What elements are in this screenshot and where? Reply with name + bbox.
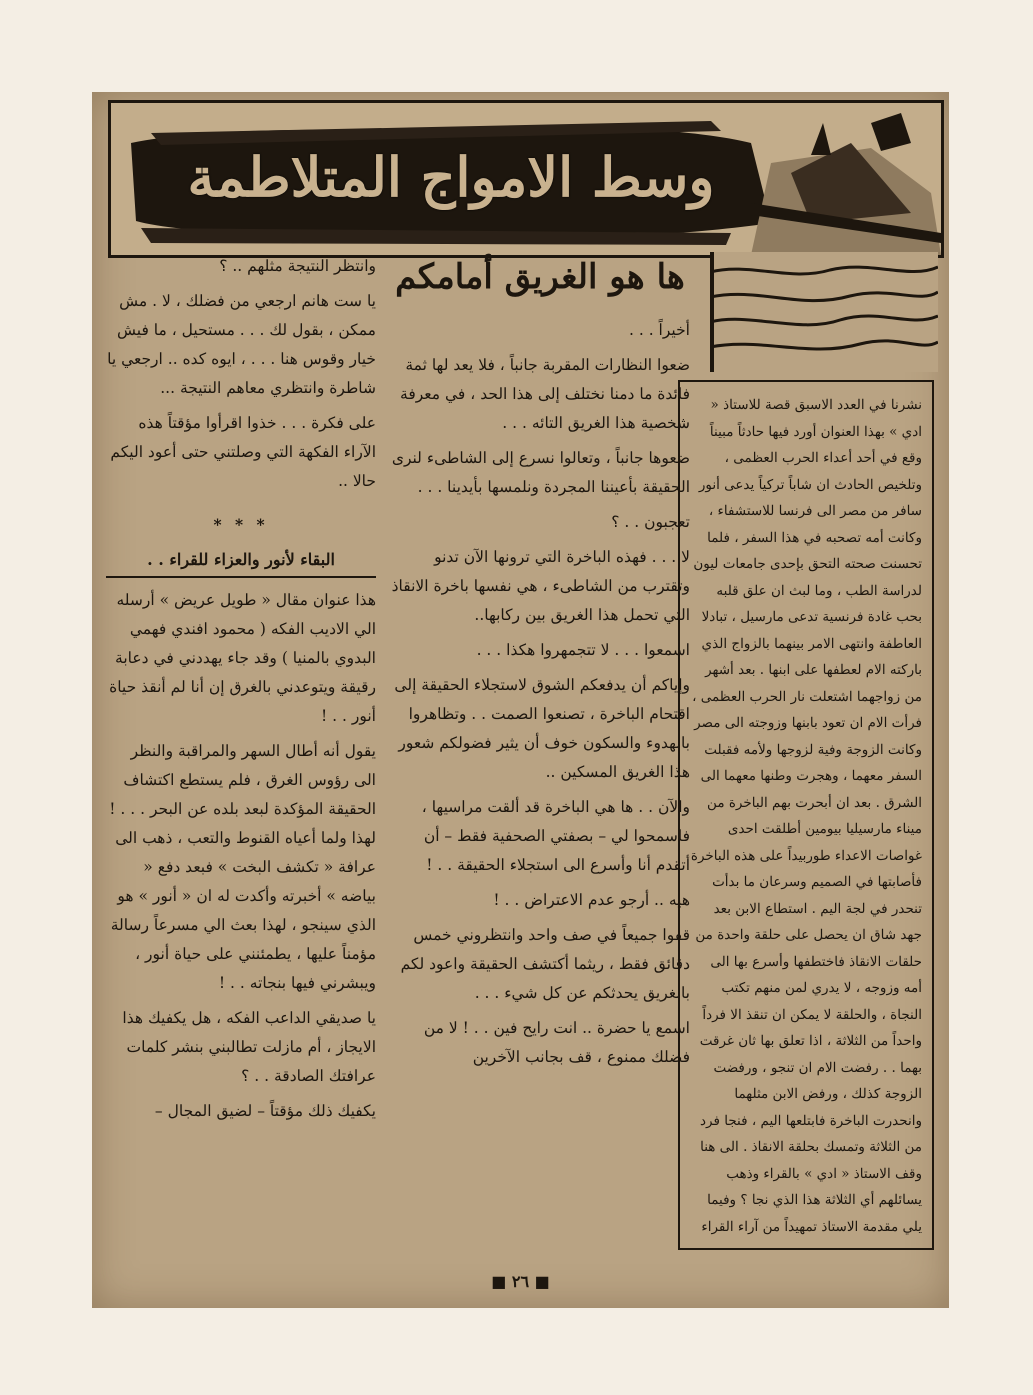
- summary-text: نشرنا في العدد الاسبق قصة للاستاذ « ادي » بهذا العنوان أورد فيها حادثاً مبيناً وقع في أحد أعداء الحرب العظمى ، وتلخيص الحادث ان شاباً تركياً يدعى أنور سافر من مصر الى فرنسا للاستشفاء ، وكانت أمه تصحبه في هذا السفر ، فلما تحسنت صحته التحق بإحدى جامعات ليون لدراسة الطب ، وما لبث ان علق قلبه بحب غادة فرنسية تدعى مارسيل ، تبادلا العاطفة وانتهى الامر بينهما بالزواج الذي باركته الام لعطفها على ابنها . بعد أشهر من زواجهما اشتعلت نار الحرب العظمى ، فرأت الام ان تعود بابنها وزوجته الى مصر وكانت الزوجة وفية لزوجها ولأمه فقبلت السفر معهما ، وهجرت وطنها معهما الى الشرق . بعد ان أبحرت بهم الباخرة من ميناء مارسيليا بيومين أطلقت احدى غواصات الاعداء طوربيداً على هذه الباخرة فأصابتها في الصميم وسرعان ما بدأت تنحدر في لجة اليم . استطاع الابن بعد جهد شاق ان يحصل على حلقة واحدة من حلقات الانقاذ فاختطفها وأسرع بها الى أمه وزوجه ، لا يدري لمن منهم تكتب النجاة ، والحلقة لا يمكن ان تنقذ الا فرداً واحداً من الثلاثة ، اذا تعلق بها ثان غرقت بهما . . رفضت الام ان تنجو ، ورفضت الزوجة كذلك ، ورفض الابن مثلهما وانحدرت الباخرة فابتلعها اليم ، فنجا فرد من الثلاثة وتمسك بحلقة الانقاذ . الى هنا وقف الاستاذ « ادي » بالقراء وذهب يسائلهم أي الثلاثة هذا الذي نجا ؟ وفيما يلي مقدمة الاستاذ تمهيداً من آراء القراء: [690, 397, 922, 1235]
- left-paragraph: هذا عنوان مقال « طويل عريض » أرسله الي الاديب الفكه ( محمود افندي فهمي البدوي بالمنيا ) وقد جاء يهددني في دعابة رقيقة ويتوعدني بالغرق إن أنا لم أنقذ حياة أنور . . !: [109, 591, 376, 725]
- sea-waves-illustration: [710, 252, 938, 372]
- left-paragraph: يقول أنه أطال السهر والمراقبة والنظر الى رؤوس الغرق ، فلم يستطع اكتشاف الحقيقة المؤكدة لبعد بلده عن البحر . . . ! لهذا ولما أعياه القنوط والتعب ، ذهب الى عرافة « تكشف البخت » فبعد دفع « بياضه » أخبرته وأكدت له ان « أنور » هو الذي سينجو ، لهذا بعث الي مسرعاً رسالة مؤمناً عليها ، يطمئنني على حياة أنور ، ويبشرني فيها بنجاته . . !: [109, 742, 376, 992]
- middle-paragraph: اسمعوا . . . لا تتجمهروا هكذا . . .: [476, 641, 690, 659]
- left-paragraph: وانتظر النتيجة مثلهم .. ؟: [219, 257, 376, 275]
- middle-paragraph: هيه .. أرجو عدم الاعتراض . . !: [493, 891, 690, 909]
- section-heading: البقاء لأنور والعزاء للقراء . .: [106, 545, 376, 578]
- left-paragraph: على فكرة . . . خذوا اقرأوا مؤقتاً هذه الآراء الفكهة التي وصلتني حتى أعود اليكم حالا ..: [110, 414, 376, 490]
- left-paragraph: يكفيك ذلك مؤقتاً – لضيق المجال –: [154, 1102, 376, 1120]
- left-column: [106, 252, 376, 1132]
- middle-paragraph: قفوا جميعاً في صف واحد وانتظروني خمس دقائق فقط ، ريثما أكتشف الحقيقة واعود لكم بالغريق يحدثكم عن كل شيء . . .: [400, 926, 690, 1002]
- middle-paragraph: لا . . . فهذه الباخرة التي ترونها الآن تدنو وتقترب من الشاطىء ، هي نفسها باخرة الانقاذ التي تحمل هذا الغريق بين ركابها..: [391, 548, 690, 624]
- section-divider-stars: * * *: [213, 515, 269, 534]
- middle-paragraph: والآن . . ها هي الباخرة قد ألقت مراسيها ، فاسمحوا لي – بصفتي الصحفية فقط – أن أتقدم أنا وأسرع الى استجلاء الحقيقة . . !: [421, 798, 690, 874]
- left-paragraph: يا صديقي الداعب الفكه ، هل يكفيك هذا الايجاز ، أم مازلت تطالبني بنشر كلمات عرافتك الصادقة . . ؟: [122, 1009, 376, 1085]
- middle-heading: ها هو الغريق أمامكم: [395, 257, 685, 297]
- title-banner: [108, 100, 944, 258]
- summary-box: [678, 380, 934, 1250]
- middle-column: [390, 252, 690, 1078]
- left-paragraph: يا ست هانم ارجعي من فضلك ، لا . مش ممكن ، بقول لك . . . مستحيل ، ما فيش خيار وقوس هنا . . . ، ايوه كده .. ارجعي يا شاطرة وانتظري معاهم النتيجة ...: [107, 292, 376, 397]
- middle-paragraph: تعجبون . . ؟: [611, 513, 690, 531]
- magazine-page: [92, 92, 949, 1308]
- middle-paragraph: ضعوها جانباً ، وتعالوا نسرع إلى الشاطىء لنرى الحقيقة بأعيننا المجردة ونلمسها بأيدينا . . .: [391, 449, 690, 496]
- page-number: ■ ٢٦ ■: [491, 1272, 550, 1291]
- middle-paragraph: اسمع يا حضرة .. انت رايح فين . . ! لا من فضلك ممنوع ، قف بجانب الآخرين: [423, 1019, 690, 1066]
- middle-paragraph: أخيراً . . .: [629, 321, 690, 339]
- middle-paragraph: ضعوا النظارات المقربة جانباً ، فلا يعد لها ثمة فائدة ما دمنا نختلف إلى هذا الحد ، في معرفة شخصية هذا الغريق التائه . . .: [400, 356, 690, 432]
- banner-title: وسط الامواج المتلاطمة: [187, 145, 715, 209]
- middle-paragraph: وإياكم أن يدفعكم الشوق لاستجلاء الحقيقة إلى اقتحام الباخرة ، تصنعوا الصمت . . وتظاهروا بالهدوء والسكون خوف أن يثير فضولكم شعور هذا الغريق المسكين ..: [394, 676, 690, 781]
